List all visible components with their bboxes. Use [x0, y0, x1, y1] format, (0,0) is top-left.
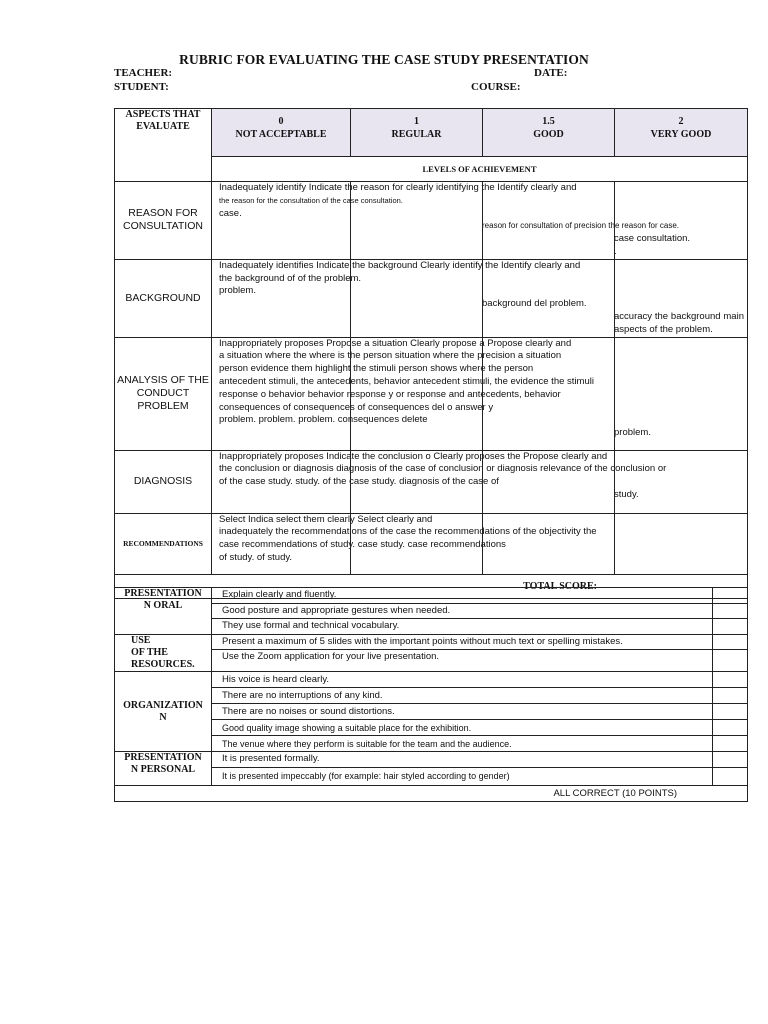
- total-points-label: ALL CORRECT (10 POINTS): [115, 785, 748, 801]
- score-cell[interactable]: [713, 650, 748, 672]
- criterion-item: There are no interruptions of any kind.: [212, 688, 713, 704]
- aspect-background: BACKGROUND: [115, 259, 212, 337]
- score-cell[interactable]: [713, 688, 748, 704]
- aspect-reason: REASON FOR CONSULTATION: [115, 182, 212, 260]
- criterion-item: Good posture and appropriate gestures when needed.: [212, 603, 713, 619]
- total-score-label: TOTAL SCORE:: [115, 574, 748, 598]
- criterion-item: Explain clearly and fluently.: [212, 588, 713, 604]
- date-label: DATE:: [534, 67, 568, 79]
- criterion-item: They use formal and technical vocabulary.: [212, 619, 713, 635]
- score-cell[interactable]: [713, 619, 748, 635]
- criterion-item: Present a maximum of 5 slides with the important points without much text or spelling mistakes.: [212, 634, 713, 650]
- rubric-table: [114, 108, 748, 599]
- teacher-label: TEACHER:: [114, 67, 173, 79]
- aspect-diagnosis: DIAGNOSIS: [115, 450, 212, 513]
- criterion-item: It is presented impeccably (for example: hair styled according to gender): [212, 767, 713, 785]
- criterion-item: The venue where they perform is suitable for the team and the audience.: [212, 736, 713, 752]
- score-cell[interactable]: [713, 720, 748, 736]
- score-cell[interactable]: [713, 767, 748, 785]
- course-label: COURSE:: [471, 81, 521, 93]
- page-title: RUBRIC FOR EVALUATING THE CASE STUDY PRESENTATION: [179, 52, 589, 67]
- score-cell[interactable]: [713, 634, 748, 650]
- aspect-recommendations: RECOMMENDATIONS: [115, 513, 212, 574]
- score-cell[interactable]: [713, 704, 748, 720]
- criterion-item: There are no noises or sound distortions.: [212, 704, 713, 720]
- criterion-item: Good quality image showing a suitable place for the exhibition.: [212, 720, 713, 736]
- level-good: 1.5 GOOD: [483, 109, 615, 157]
- row-background-text: Inadequately identifies Indicate the background Clearly identify the Identify clearly and the background of of the problem. problem. background del problem. accuracy the background main aspects of the problem.: [212, 259, 748, 337]
- row-diagnosis-text: Inappropriately proposes Indicate the conclusion o Clearly proposes the Propose clearly and the conclusion or diagnosis diagnosis of the case of conclusion or diagnosis relevance of the conclusion or of the case study. study. of the case study. diagnosis of the case of study.: [212, 450, 748, 513]
- row-analysis-text: Inappropriately proposes Propose a situation Clearly propose a Propose clearly and a situation where the where is the person situation where the precision a situation person evidence them highlight the stimuli person shows where the person antecedent stimuli, the antecedents, behavior antecedent stimuli, the evidence the stimuli response o behavior behavior response y or response and antecedents, behavior consequences of consequences of consequences del o answer y problem. problem. problem. consequences delete problem.: [212, 337, 748, 450]
- criterion-item: Use the Zoom application for your live presentation.: [212, 650, 713, 672]
- level-not-acceptable: 0 NOT ACCEPTABLE: [212, 109, 351, 157]
- score-cell[interactable]: [713, 603, 748, 619]
- score-cell[interactable]: [713, 752, 748, 768]
- criteria-table: [114, 587, 748, 802]
- group-use-of-resources: USE OF THE RESOURCES.: [115, 634, 212, 672]
- student-label: STUDENT:: [114, 81, 169, 93]
- criterion-item: His voice is heard clearly.: [212, 672, 713, 688]
- row-recommendations-text: Select Indica select them clearly Select clearly and inadequately the recommendations of the case the recommendations of the objectivity the case recommendations of study. case study. case recommendations of study. of study.: [212, 513, 748, 574]
- score-cell[interactable]: [713, 588, 748, 604]
- aspect-analysis: ANALYSIS OF THE CONDUCT PROBLEM: [115, 337, 212, 450]
- group-personal-presentation: PRESENTATION N PERSONAL: [115, 752, 212, 786]
- criterion-item: It is presented formally.: [212, 752, 713, 768]
- row-reason-text: Inadequately identify Indicate the reason for clearly identifying the Identify clearly and the reason for the consultation of the case consultation. case. reason for consultation of precision the reason for case. case consultation. .: [212, 182, 748, 260]
- level-very-good: 2 VERY GOOD: [615, 109, 748, 157]
- levels-of-achievement: LEVELS OF ACHIEVEMENT: [212, 157, 748, 182]
- group-organization: ORGANIZATION N: [115, 672, 212, 752]
- score-cell[interactable]: [713, 736, 748, 752]
- group-presentation-oral: PRESENTATION N ORAL: [115, 588, 212, 635]
- level-regular: 1 REGULAR: [351, 109, 483, 157]
- aspects-header: ASPECTS THAT EVALUATE: [115, 109, 212, 182]
- score-cell[interactable]: [713, 672, 748, 688]
